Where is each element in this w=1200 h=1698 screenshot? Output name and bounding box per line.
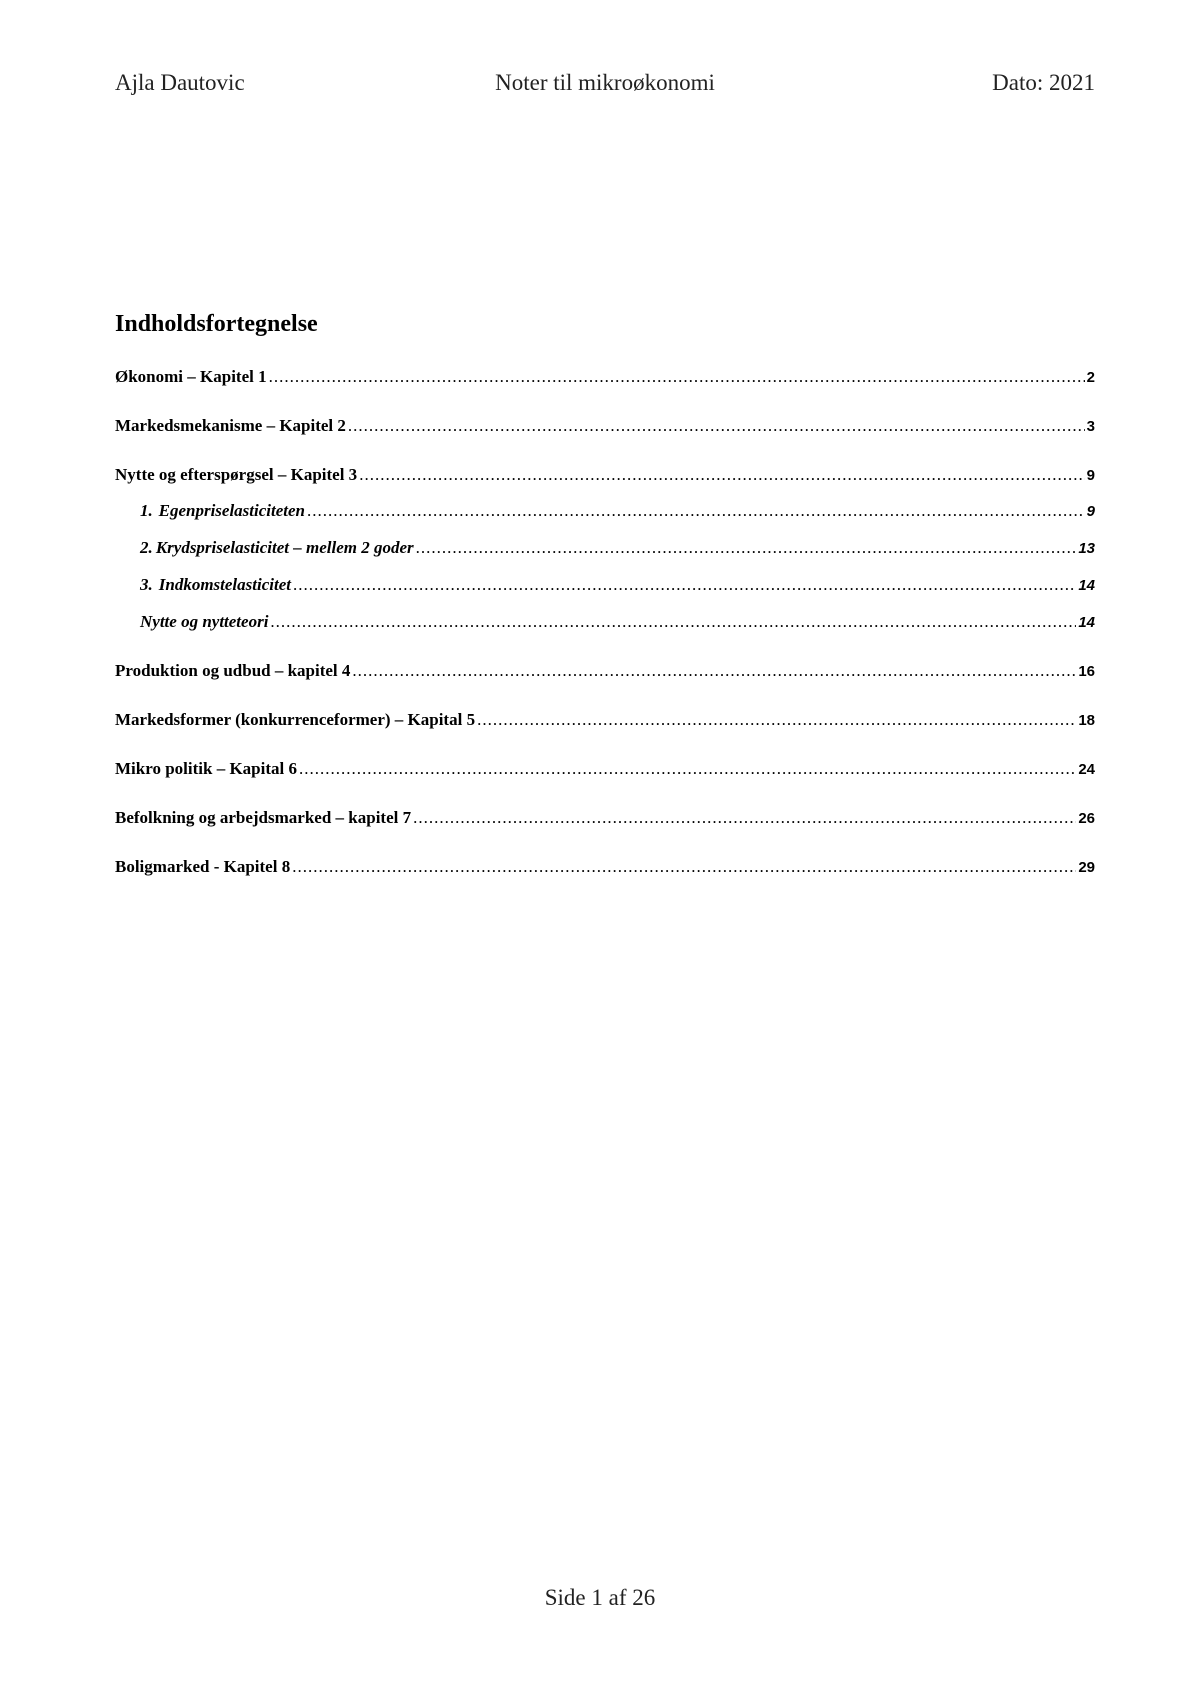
toc-entry-page: 14 bbox=[1078, 577, 1095, 594]
page-number-label: Side 1 af 26 bbox=[544, 1585, 656, 1610]
toc-entry-title: Nytte og nytteteori bbox=[140, 612, 269, 631]
toc-dot-leader bbox=[293, 569, 1076, 601]
toc-dot-leader bbox=[292, 851, 1076, 883]
toc-entry-page: 16 bbox=[1078, 663, 1095, 680]
toc-subentry-indkomstelasticitet[interactable] bbox=[115, 569, 1095, 601]
toc-entry-title: Økonomi – Kapitel 1 bbox=[115, 367, 267, 386]
toc-entry-title: Markedsmekanisme – Kapitel 2 bbox=[115, 416, 346, 435]
toc-entry-title: Krydspriselasticitet – mellem 2 goder bbox=[155, 538, 414, 557]
toc-entry-page: 9 bbox=[1086, 467, 1095, 484]
toc-entry-page: 2 bbox=[1086, 369, 1095, 386]
toc-subentry-number: 3. bbox=[140, 575, 153, 594]
toc-entry-page: 29 bbox=[1078, 859, 1095, 876]
header-title: Noter til mikroøkonomi bbox=[495, 70, 715, 95]
toc-dot-leader bbox=[307, 495, 1085, 527]
toc-entry-title: Egenpriselasticiteten bbox=[158, 501, 305, 520]
toc-dot-leader bbox=[348, 410, 1085, 442]
toc-subentry-number: 2. bbox=[140, 538, 153, 557]
page-footer bbox=[0, 1585, 1200, 1611]
toc-dot-leader bbox=[352, 655, 1076, 687]
toc-entry-kapitel-5[interactable] bbox=[115, 704, 1095, 736]
toc-subentry-krydspriselasticitet[interactable] bbox=[115, 532, 1095, 564]
toc-dot-leader bbox=[413, 802, 1076, 834]
page-header bbox=[115, 70, 1095, 104]
toc-dot-leader bbox=[477, 704, 1076, 736]
toc-dot-leader bbox=[359, 459, 1084, 491]
toc-entry-title: Markedsformer (konkurrenceformer) – Kapital 5 bbox=[115, 710, 476, 729]
toc-subentry-nytte-og-nytteteori[interactable] bbox=[115, 606, 1095, 638]
table-of-contents bbox=[115, 307, 1095, 900]
toc-entry-page: 14 bbox=[1078, 614, 1095, 631]
toc-subentry-egenpriselasticiteten[interactable] bbox=[115, 495, 1095, 527]
toc-entry-title: Nytte og efterspørgsel – Kapitel 3 bbox=[115, 465, 358, 484]
toc-entry-kapitel-8[interactable] bbox=[115, 851, 1095, 883]
toc-entry-kapitel-7[interactable] bbox=[115, 802, 1095, 834]
toc-entry-page: 26 bbox=[1078, 810, 1095, 827]
toc-entry-page: 13 bbox=[1078, 540, 1095, 557]
toc-entry-title: Mikro politik – Kapital 6 bbox=[115, 759, 297, 778]
toc-entry-kapitel-6[interactable] bbox=[115, 753, 1095, 785]
toc-entry-title: Indkomstelasticitet bbox=[158, 575, 291, 594]
toc-entry-kapitel-4[interactable] bbox=[115, 655, 1095, 687]
toc-dot-leader bbox=[270, 606, 1076, 638]
toc-subentry-number: 1. bbox=[140, 501, 153, 520]
toc-heading: Indholdsfortegnelse bbox=[115, 311, 318, 337]
toc-entry-page: 9 bbox=[1086, 503, 1095, 520]
toc-dot-leader bbox=[416, 532, 1077, 564]
toc-entry-page: 18 bbox=[1078, 712, 1095, 729]
header-author: Ajla Dautovic bbox=[115, 70, 245, 95]
toc-entry-kapitel-1[interactable] bbox=[115, 361, 1095, 393]
toc-dot-leader bbox=[299, 753, 1076, 785]
header-date: Dato: 2021 bbox=[992, 70, 1095, 95]
toc-entry-title: Befolkning og arbejdsmarked – kapitel 7 bbox=[115, 808, 412, 827]
toc-entry-kapitel-3[interactable] bbox=[115, 459, 1095, 491]
toc-entry-kapitel-2[interactable] bbox=[115, 410, 1095, 442]
toc-entry-title: Produktion og udbud – kapitel 4 bbox=[115, 661, 351, 680]
toc-dot-leader bbox=[269, 361, 1085, 393]
toc-entry-page: 3 bbox=[1086, 418, 1095, 435]
toc-entry-page: 24 bbox=[1078, 761, 1095, 778]
toc-entry-title: Boligmarked - Kapitel 8 bbox=[115, 857, 291, 876]
